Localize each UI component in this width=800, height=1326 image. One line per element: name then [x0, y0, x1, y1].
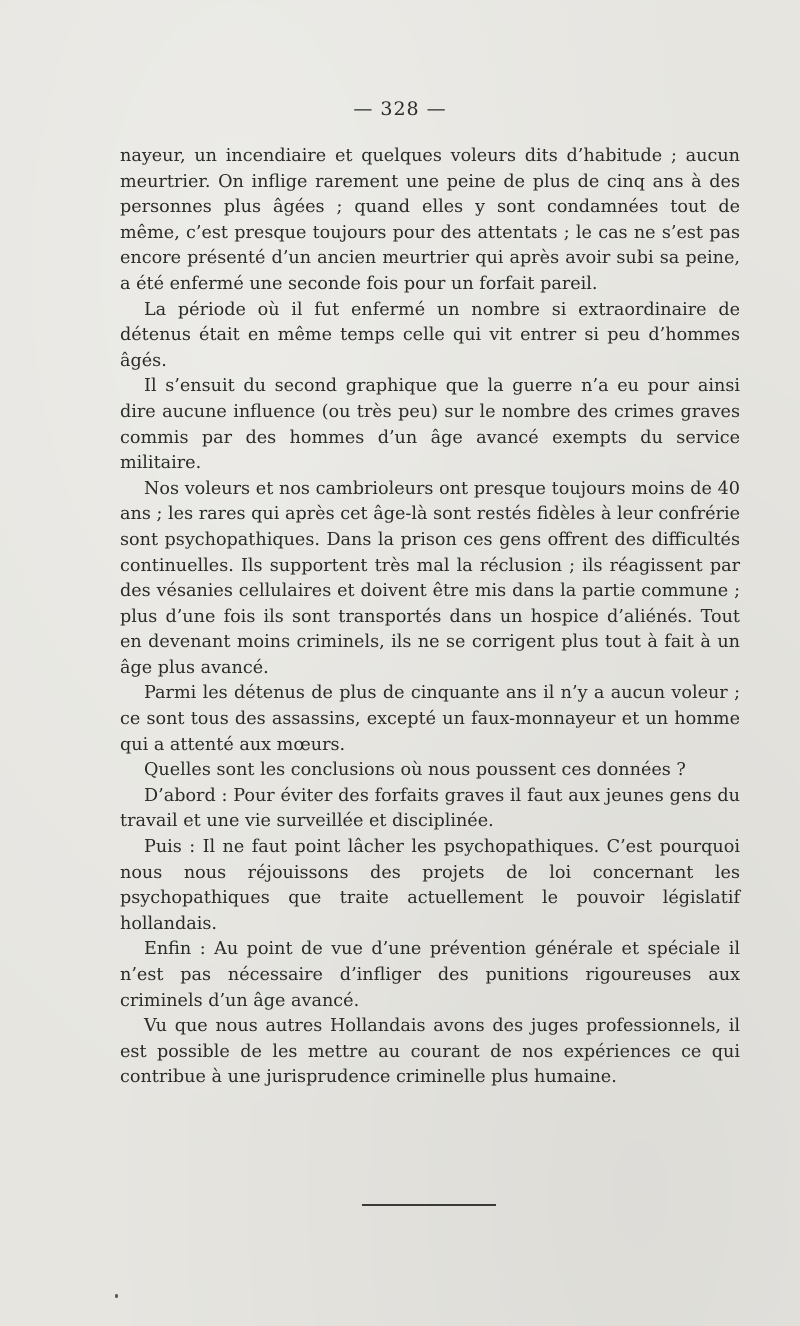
paragraph: Il s’ensuit du second graphique que la guerre n’a eu pour ainsi dire aucune influence (ou très peu) sur le nombre des crimes graves commis par des hommes d’un âge avancé exempts du service militaire. [120, 376, 740, 474]
paragraph: D’abord : Pour éviter des forfaits graves il faut aux jeunes gens du travail et une vie surveillée et disciplinée. [120, 785, 740, 832]
paragraph: Vu que nous autres Hollandais avons des juges professionnels, il est possible de les mettre au courant de nos expériences ce qui contribue à une jurisprudence criminelle plus humaine. [120, 1016, 740, 1088]
paragraph: Puis : Il ne faut point lâcher les psychopathiques. C’est pourquoi nous nous réjouissons des projets de loi concernant les psychopathiques que traite actuellement le pouvoir législatif hollandais. [120, 837, 740, 934]
paragraph: Nos voleurs et nos cambrioleurs ont presque toujours moins de 40 ans ; les rares qui après cet âge-là sont restés fidèles à leur confrérie sont psychopathiques. Dans la prison ces gens offrent des difficultés continuelles. Ils supportent très mal la réclusion ; ils réagissent par des vésanies cellulaires et doivent être mis dans la partie commune ; plus d’une fois ils sont transportés dans un hospice d’aliénés. Tout en devenant moins criminels, ils ne se corrigent plus tout à fait à un âge plus avancé. [120, 478, 740, 678]
page-number: — 328 — [353, 98, 447, 120]
end-divider [362, 1204, 496, 1206]
paragraph: Parmi les détenus de plus de cinquante ans il n’y a aucun voleur ; ce sont tous des assassins, excepté un faux-monnayeur et un homme qui a attenté aux mœurs. [120, 683, 740, 755]
ink-speck [115, 1294, 118, 1298]
paragraph: La période où il fut enfermé un nombre si extraordinaire de détenus était en même temps celle qui vit entrer si peu d’hommes âgés. [120, 299, 740, 371]
body-text [120, 144, 740, 1091]
paragraph-continuation: nayeur, un incendiaire et quelques voleurs dits d’habitude ; aucun meurtrier. On inflige rarement une peine de plus de cinq ans à des personnes plus âgées ; quand elles y sont condamnées tout de même, c’est presque toujours pour des attentats ; le cas ne s’est pas encore présenté d’un ancien meurtrier qui après avoir subi sa peine, a été enfermé une seconde fois pour un forfait pareil. [120, 146, 740, 294]
paragraph: Quelles sont les conclusions où nous poussent ces données ? [144, 760, 686, 781]
paragraph: Enfin : Au point de vue d’une prévention générale et spéciale il n’est pas nécessaire d’infliger des punitions rigoureuses aux criminels d’un âge avancé. [120, 939, 740, 1011]
